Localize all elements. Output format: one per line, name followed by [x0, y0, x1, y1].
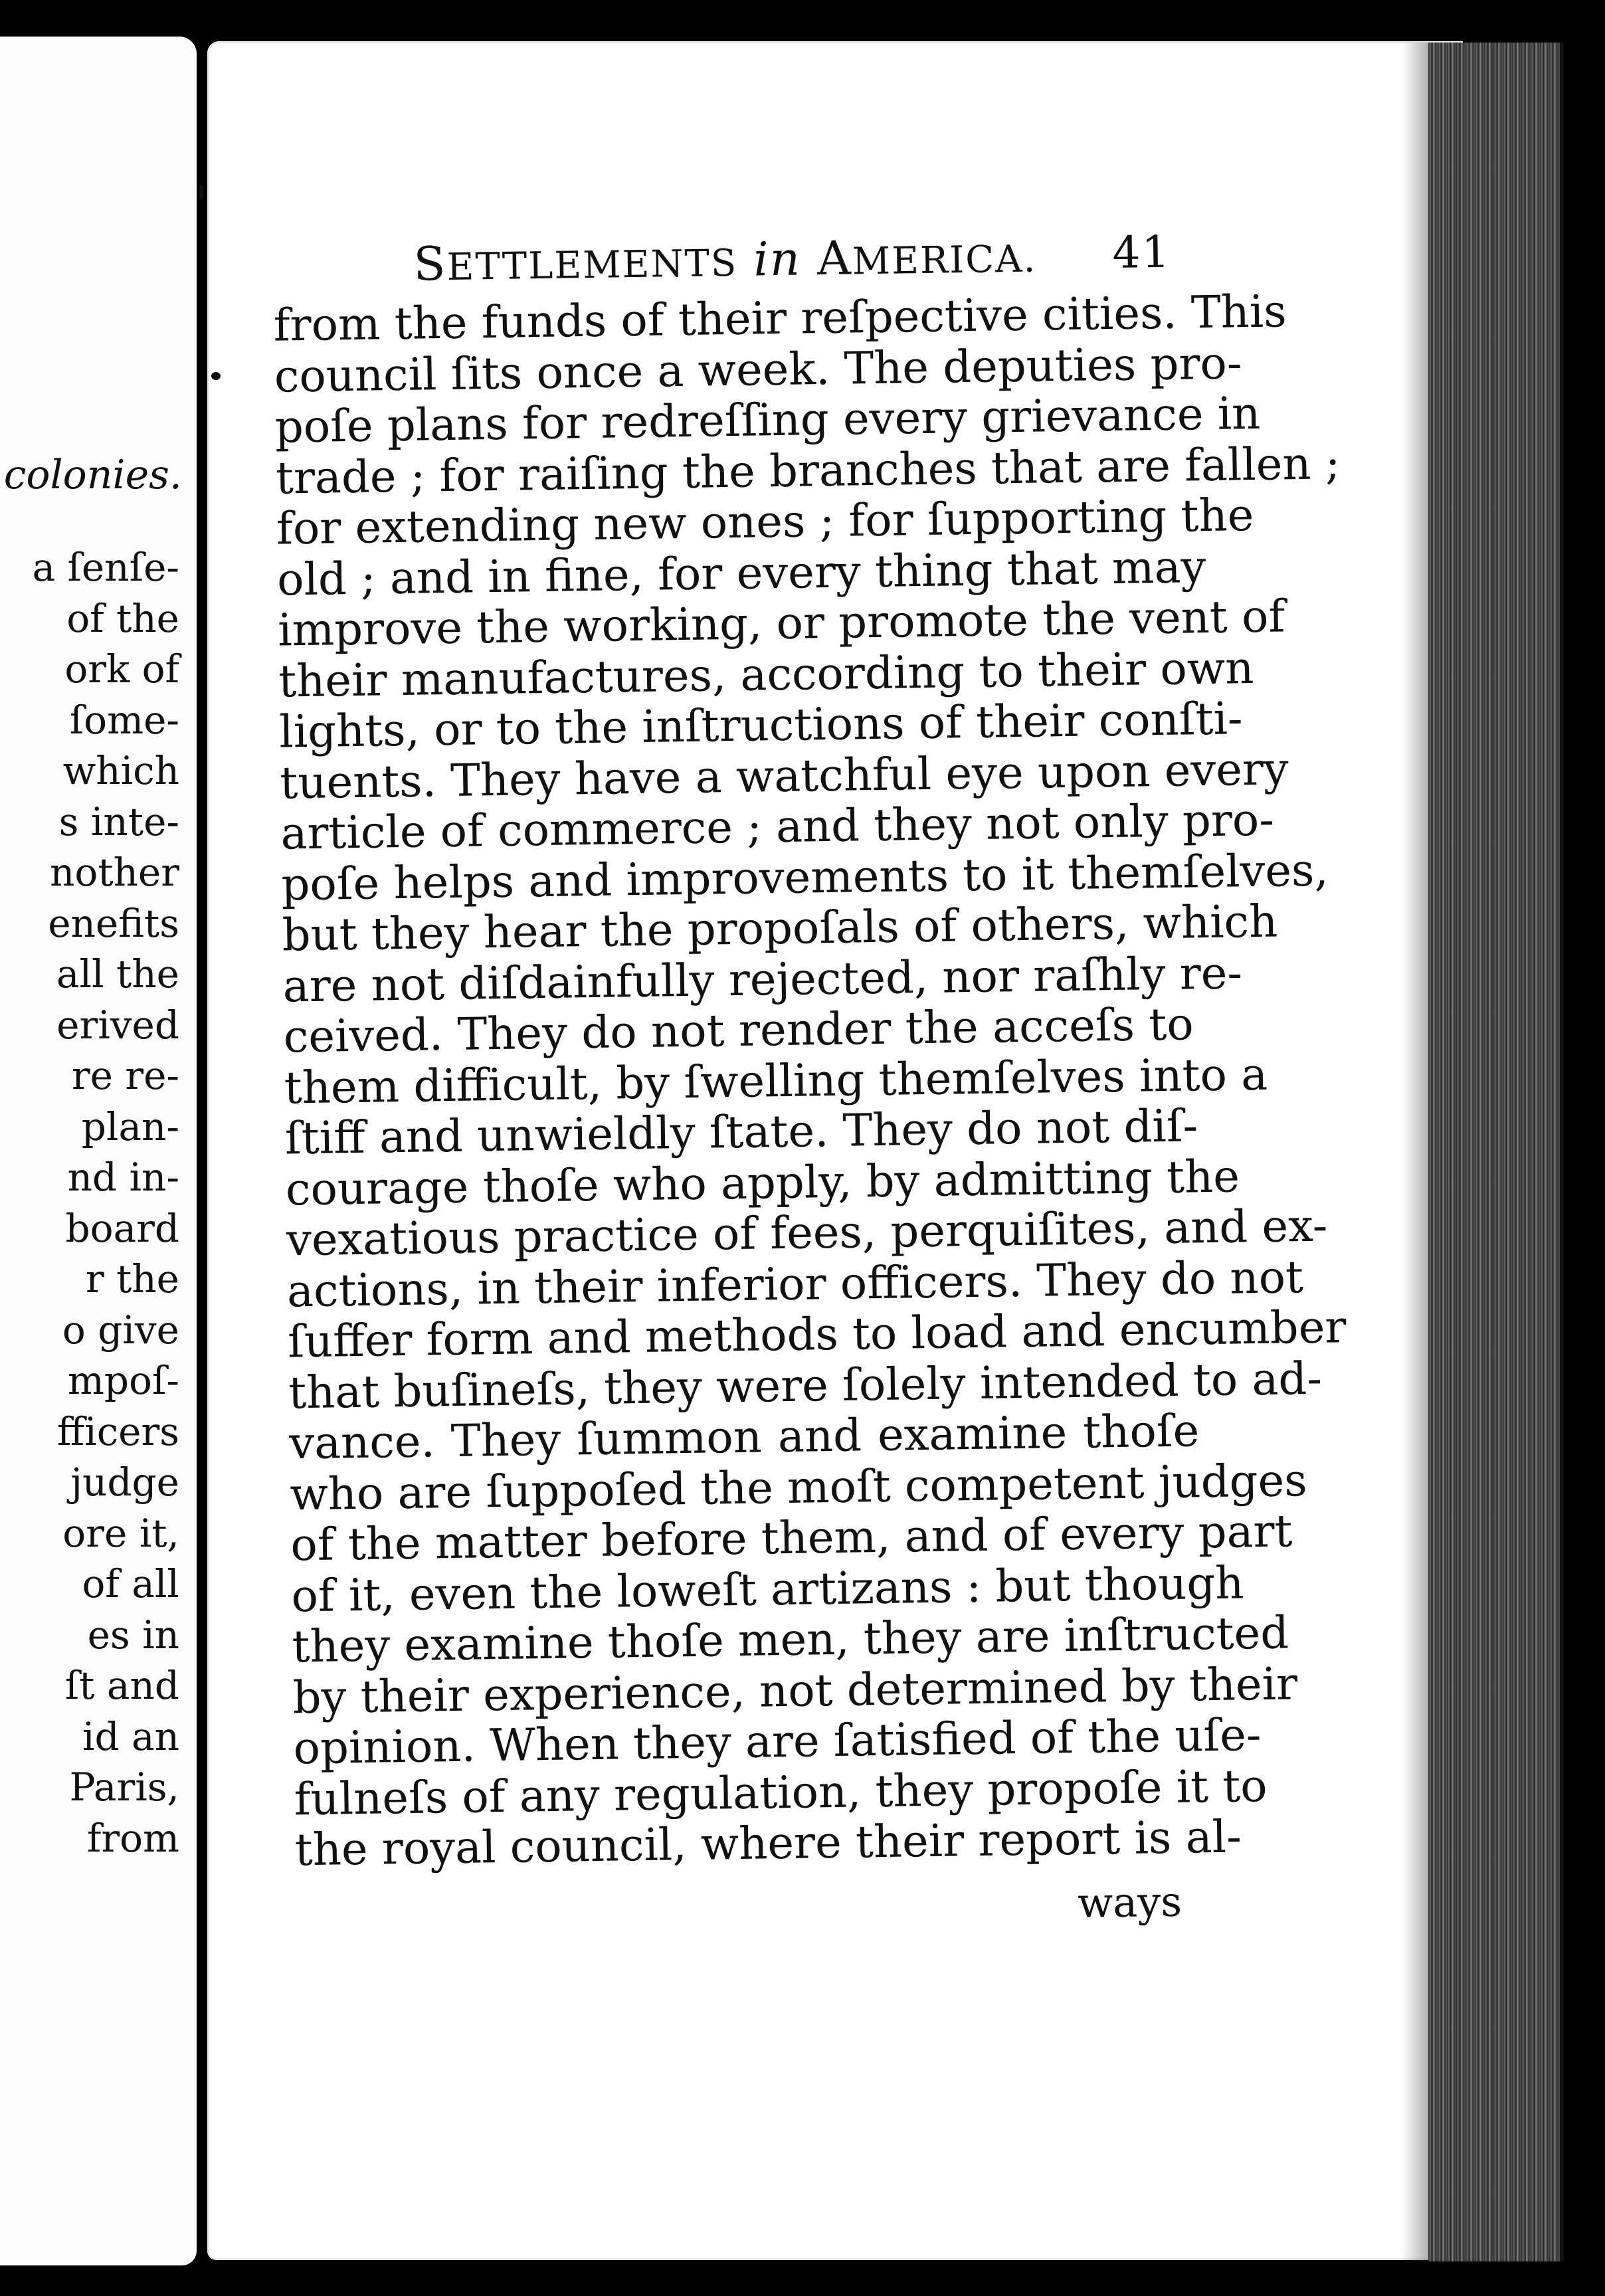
text-line: fulneſs of any regulation, they propoſe it to: [294, 1759, 1268, 1825]
left-page-fragment: of all: [82, 1561, 179, 1606]
left-page-fragment: nother: [50, 850, 179, 895]
text-line: who are ſuppoſed the moſt competent judges: [289, 1454, 1308, 1520]
left-page-fragment: nd in-: [67, 1155, 179, 1200]
running-head: [413, 227, 1171, 292]
text-line: poſe plans for redreſſing every grievance in: [274, 387, 1261, 453]
title-cap-s: S: [413, 236, 448, 292]
left-page-fragment: mpoſ-: [67, 1358, 179, 1403]
left-page-fragment: plan-: [81, 1103, 179, 1149]
left-page-fragment: ſome-: [69, 697, 179, 743]
text-line: old ; and in fine, for every thing that may: [276, 540, 1206, 606]
text-line: vexatious practice of fees, perquiſites, and ex-: [286, 1199, 1328, 1266]
text-line: but they hear the propoſals of others, which: [282, 895, 1278, 961]
title-cap-a: A: [816, 231, 853, 286]
text-line: the royal council, where their report is al-: [294, 1810, 1242, 1876]
text-line: courage thoſe who apply, by admitting the: [285, 1149, 1240, 1215]
left-page-fragment: s inte-: [58, 799, 179, 844]
left-page-fragment: id an: [82, 1713, 179, 1759]
running-title: [413, 229, 1037, 292]
text-line: of the matter before them, and of every part: [290, 1505, 1293, 1571]
left-page-fragment: enefits: [48, 900, 179, 946]
left-page-fragment: Paris,: [69, 1765, 179, 1810]
text-line: council ſits once a week. The deputies pro-: [274, 336, 1242, 403]
left-facing-page: [0, 37, 197, 2265]
text-line: ceived. They do not render the acceſs to: [283, 998, 1194, 1063]
title-word-settlements: ETTLEMENTS: [446, 241, 738, 289]
text-line: improve the working, or promote the vent of: [277, 590, 1285, 656]
left-page-fragment: fficers: [56, 1408, 179, 1454]
text-line: they examine thoſe men, they are inſtructed: [292, 1606, 1289, 1673]
page-block-edge: [1428, 43, 1564, 2261]
title-word-in: in: [753, 231, 802, 287]
text-line: poſe helps and improvements to it themſelves,: [281, 844, 1329, 911]
text-line: of it, even the loweſt artizans : but though: [290, 1556, 1244, 1622]
body-text: [273, 285, 1347, 1876]
left-page-fragment: judge: [70, 1460, 179, 1505]
title-word-america: MERICA.: [852, 237, 1037, 284]
left-page-fragments: [0, 37, 197, 2265]
ink-speck: [211, 372, 221, 380]
left-page-fragment: r the: [85, 1256, 179, 1301]
left-page-fragment: es in: [87, 1612, 179, 1658]
left-page-fragment: a ſenſe-: [32, 545, 179, 590]
left-page-fragment: re re-: [71, 1053, 179, 1098]
left-page-fragment: erived: [56, 1002, 179, 1048]
left-page-fragment: ork of: [64, 646, 179, 692]
text-line: lights, or to the inſtructions of their conſti-: [278, 692, 1244, 758]
text-line: actions, in their inferior officers. They do not: [286, 1250, 1304, 1317]
text-line: them difficult, by ſwelling themſelves into a: [284, 1048, 1268, 1113]
page-number: 41: [1111, 226, 1171, 278]
left-page-fragment: ore it,: [62, 1510, 179, 1556]
catchword: ways: [1077, 1877, 1182, 1927]
text-line: their manufactures, according to their own: [278, 641, 1254, 708]
left-page-fragment: all the: [56, 951, 179, 997]
left-page-header: colonies.: [3, 452, 182, 498]
left-page-fragment: from: [86, 1815, 179, 1861]
left-page-fragment: ſt and: [64, 1663, 179, 1708]
left-page-fragment: board: [65, 1205, 179, 1251]
left-page-fragment: o give: [62, 1307, 179, 1353]
text-line: article of commerce ; and they not only pro-: [280, 793, 1275, 860]
text-line: by their experience, not determined by their: [292, 1657, 1298, 1723]
text-line: that buſineſs, they were ſolely intended to ad-: [288, 1352, 1323, 1418]
ink-speck: [199, 185, 203, 199]
text-line: vance. They ſummon and examine thoſe: [288, 1404, 1200, 1470]
text-line: tuents. They have a watchful eye upon every: [279, 742, 1289, 809]
left-page-fragment: of the: [66, 595, 179, 641]
left-page-fragment: which: [62, 748, 179, 793]
text-line: ſuffer form and methods to load and encumber: [287, 1301, 1347, 1368]
text-line: are not diſdainfully rejected, nor raſhly re-: [282, 946, 1243, 1012]
text-line: trade ; for raiſing the branches that are fallen ;: [275, 436, 1341, 504]
text-line: opinion. When they are ſatisfied of the uſe-: [293, 1709, 1262, 1774]
text-line: for extending new ones ; for ſupporting the: [276, 489, 1254, 555]
text-line: from the funds of their reſpective cities. This: [273, 285, 1287, 351]
text-line: ſtiff and unwieldly ſtate. They do not diſ-: [284, 1100, 1198, 1165]
